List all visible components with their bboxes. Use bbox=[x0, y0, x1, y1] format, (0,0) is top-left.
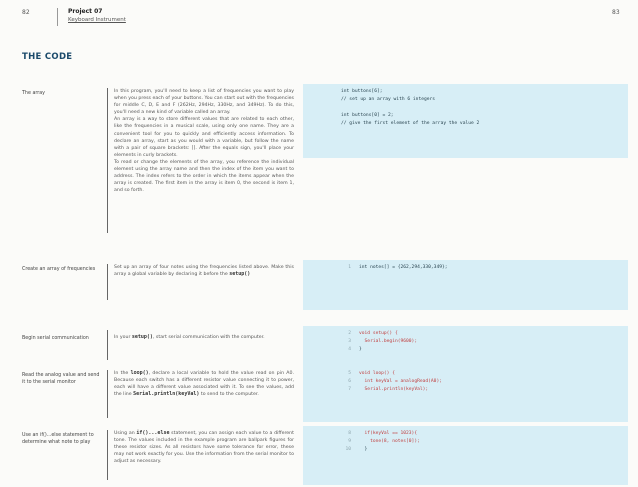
block-prose bbox=[114, 334, 294, 341]
code-line bbox=[341, 338, 628, 346]
block-prose bbox=[114, 430, 294, 465]
code-line bbox=[341, 104, 628, 112]
inline-code: setup() bbox=[131, 334, 153, 340]
prose-text: Using an bbox=[114, 431, 137, 436]
code-line bbox=[341, 370, 628, 378]
block-prose bbox=[114, 264, 294, 278]
prose-text: statement, you can assign each value to a different tone. The values included in the example program are ballpark figures for these resistor sizes. As all resistors have some tolerance for error, these may not work exactly for you. Use the information from the serial monitor to adjust as necessary. bbox=[114, 431, 294, 465]
line-number: 4 bbox=[348, 347, 351, 352]
code-block bbox=[303, 84, 628, 158]
block-prose bbox=[114, 88, 294, 194]
code-line bbox=[341, 346, 628, 354]
prose-text: Set up an array of four notes using the frequencies listed above. Make this array a global variable by declaring it before the bbox=[114, 265, 294, 278]
code-line bbox=[341, 330, 628, 338]
line-number: 10 bbox=[345, 447, 351, 452]
code-text: void setup() { bbox=[359, 331, 398, 336]
block-label: The array bbox=[22, 91, 46, 96]
code-line: // give the first element of the array the value 2 bbox=[341, 121, 480, 126]
prose-paragraph: An array is a way to store different values that are related to each other, like the frequencies in a musical scale, using only one name. They are a convenient tool for you to quickly and efficiently access information. To declare an array, start as you would with a variable, but follow the name with a pair of square brackets: []. After the equals sign, you'll place your elements in curly brackets. bbox=[114, 117, 294, 158]
line-number: 5 bbox=[348, 371, 351, 376]
code-line: int buttons[6]; bbox=[341, 89, 383, 94]
code-text: } bbox=[359, 347, 362, 352]
prose-text: , declare a local variable to hold the value read on pin A0. Because each switch has a different resistor value connecting it to power, each will have a different value associated with it. To see the values, add the line bbox=[114, 371, 294, 398]
code-line bbox=[341, 430, 628, 438]
block-prose bbox=[114, 370, 294, 398]
inline-code: Serial.println(keyVal) bbox=[133, 391, 200, 398]
line-number: 8 bbox=[348, 431, 351, 436]
line-number: 2 bbox=[348, 331, 351, 336]
line-number: 1 bbox=[348, 265, 351, 270]
block-label: Read the analog value and send it to the serial monitor bbox=[22, 373, 100, 385]
prose-text: In your bbox=[114, 335, 132, 340]
block-label: Create an array of frequencies bbox=[22, 267, 96, 272]
block-label: Use an if()...else statement to determine what note to play bbox=[22, 433, 94, 445]
line-number: 6 bbox=[348, 379, 351, 384]
block-divider bbox=[107, 370, 108, 418]
code-block bbox=[303, 366, 628, 422]
code-text: } bbox=[359, 447, 368, 452]
left-page-number: 82 bbox=[22, 9, 30, 16]
code-text: tone(8, notes[0]); bbox=[359, 439, 420, 444]
inline-code: setup() bbox=[229, 271, 251, 278]
prose-paragraph: In this program, you'll need to keep a list of frequencies you want to play when you press each of your buttons. You can start out with the frequencies for middle C, D, E and F (262Hz, 294Hz, 330Hz, and 349Hz). To do this, you'll need a new kind of variable called an array. bbox=[114, 89, 294, 116]
code-line bbox=[341, 446, 628, 454]
prose-text: to send to the computer. bbox=[199, 392, 259, 398]
prose-text: , start serial communication with the computer. bbox=[152, 335, 265, 340]
block-divider bbox=[107, 264, 108, 300]
inline-code: loop() bbox=[130, 370, 149, 376]
right-page-number: 83 bbox=[612, 9, 620, 16]
block-divider bbox=[107, 430, 108, 480]
code-text: Serial.begin(9600); bbox=[359, 339, 418, 344]
code-block bbox=[303, 260, 628, 310]
block-divider bbox=[107, 88, 108, 233]
code-line: int buttons[0] = 2; bbox=[341, 113, 394, 118]
code-text: void loop() { bbox=[359, 371, 395, 376]
code-block bbox=[303, 326, 628, 370]
code-line bbox=[341, 264, 628, 272]
block-divider bbox=[107, 330, 108, 360]
inline-code: if()...else bbox=[136, 430, 170, 436]
line-number: 3 bbox=[348, 339, 351, 344]
code-text: int notes[] = {262,294,330,349}; bbox=[359, 265, 448, 270]
code-block bbox=[303, 426, 628, 485]
project-title: Project 07 bbox=[68, 8, 103, 15]
header-rule bbox=[57, 8, 58, 26]
code-text: int keyVal = analogRead(A0); bbox=[359, 379, 442, 384]
line-number: 7 bbox=[348, 387, 351, 392]
prose-paragraph: To read or change the elements of the array, you reference the individual element using the array name and then the index of the item you want to address. The index refers to the order in which the items appear when the array is created. The first item in the array is item 0, the second is item 1, and so forth. bbox=[114, 159, 294, 194]
block-label: Begin serial communication bbox=[22, 336, 89, 341]
line-number: 9 bbox=[348, 439, 351, 444]
code-line bbox=[341, 438, 628, 446]
code-line: // set up an array with 6 integers bbox=[341, 97, 436, 102]
code-text: if(keyVal == 1023){ bbox=[359, 431, 418, 436]
code-line bbox=[341, 386, 628, 394]
code-text: Serial.println(keyVal); bbox=[359, 387, 429, 392]
project-subtitle: Keyboard Instrument bbox=[68, 17, 126, 23]
code-line bbox=[341, 378, 628, 386]
prose-text: In the bbox=[114, 371, 131, 376]
section-title: THE CODE bbox=[22, 52, 73, 62]
